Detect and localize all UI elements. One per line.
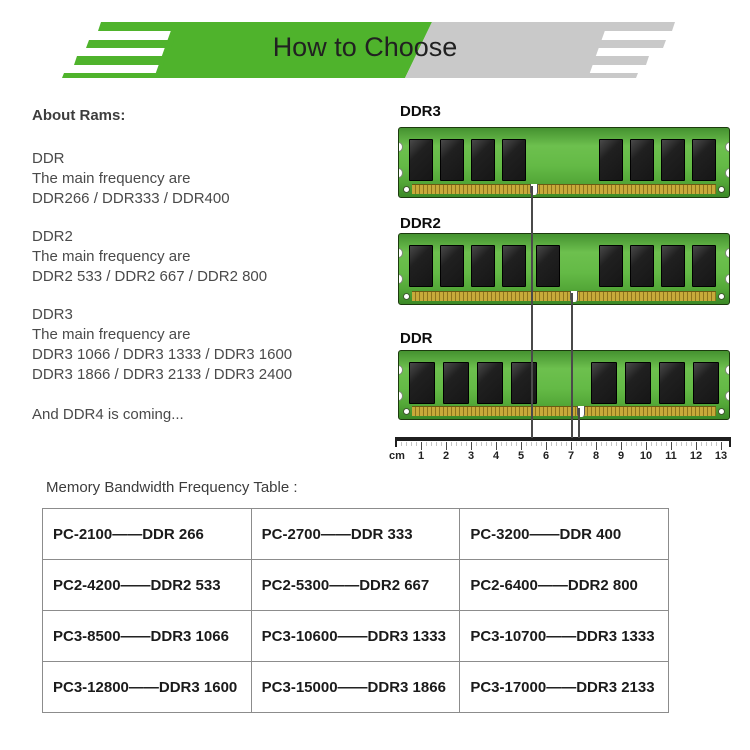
ram-section-ddr (32, 149, 372, 209)
ruler-minor-tick (686, 442, 687, 446)
ruler-tick-label: 5 (517, 450, 525, 462)
ruler-tick (446, 442, 447, 450)
table-row (43, 509, 669, 560)
ruler-tick (621, 442, 622, 450)
ruler-tick-label: 2 (442, 450, 450, 462)
about-heading: About Rams: (32, 107, 126, 124)
ruler-minor-tick (466, 442, 467, 446)
ram-stick-label-ddr2: DDR2 (400, 215, 441, 232)
memory-chip (599, 139, 623, 181)
memory-chip (477, 362, 503, 404)
ram-stick-label-ddr3: DDR3 (400, 103, 441, 120)
memory-chip (591, 362, 617, 404)
ruler-minor-tick (601, 442, 602, 446)
ruler-tick-label: 12 (689, 450, 703, 462)
ruler-tick-label: 3 (467, 450, 475, 462)
memory-chip (440, 245, 464, 287)
ruler-minor-tick (666, 442, 667, 446)
ruler-minor-tick (651, 442, 652, 446)
edge-notch (398, 274, 403, 284)
ruler-tick (471, 442, 472, 450)
ruler-bar (395, 437, 731, 441)
ram-section-frequencies: DDR3 1866 / DDR3 2133 / DDR3 2400 (32, 366, 293, 383)
banner-left-stripe (98, 22, 182, 31)
ruler-tick (646, 442, 647, 450)
ram-section-name: DDR (32, 150, 65, 167)
notch-pointer-line-ddr (578, 408, 580, 438)
ruler-minor-tick (416, 442, 417, 446)
table-cell: PC-3200——DDR 400 (460, 509, 669, 560)
ruler-tick (521, 442, 522, 450)
edge-notch (725, 391, 730, 401)
banner-right-stripe (593, 22, 675, 31)
ddr4-footnote: And DDR4 is coming... (32, 406, 184, 423)
ruler-minor-tick (706, 442, 707, 446)
gold-connector (412, 291, 716, 301)
ram-stick-ddr3 (398, 127, 730, 198)
banner-left-stripe (74, 56, 166, 65)
ruler-minor-tick (681, 442, 682, 446)
memory-chip (661, 139, 685, 181)
memory-chip (692, 139, 716, 181)
ruler-minor-tick (541, 442, 542, 446)
memory-chip (502, 245, 526, 287)
ram-stick-ddr (398, 350, 730, 420)
ruler-tick (496, 442, 497, 450)
edge-notch (725, 168, 730, 178)
about-sections (32, 149, 372, 385)
ruler-minor-tick (591, 442, 592, 446)
memory-chip (502, 139, 526, 181)
ruler-tick (596, 442, 597, 450)
ruler-unit-label: cm (389, 450, 405, 462)
memory-chip (409, 245, 433, 287)
ram-section-ddr3 (32, 305, 372, 385)
ruler-minor-tick (631, 442, 632, 446)
banner-right-stripe (576, 73, 638, 78)
ruler-minor-tick (526, 442, 527, 446)
ruler-minor-tick (501, 442, 502, 446)
ruler-tick (696, 442, 697, 450)
ruler-tick-label: 1 (417, 450, 425, 462)
table-cell: PC3-10700——DDR3 1333 (460, 611, 669, 662)
notch-pointer-line-ddr2 (571, 293, 573, 438)
ruler-tick (421, 442, 422, 450)
ruler-minor-tick (461, 442, 462, 446)
mounting-hole (718, 293, 725, 300)
ruler-minor-tick (661, 442, 662, 446)
ruler-tick-label: 6 (542, 450, 550, 462)
ruler-minor-tick (576, 442, 577, 446)
ruler-minor-tick (566, 442, 567, 446)
ruler-minor-tick (506, 442, 507, 446)
ruler-tick-label: 13 (714, 450, 728, 462)
banner-right-stripe (587, 40, 666, 48)
ruler-tick (671, 442, 672, 450)
table-title: Memory Bandwidth Frequency Table : (46, 479, 298, 496)
memory-chip (471, 245, 495, 287)
table-cell: PC3-17000——DDR3 2133 (460, 662, 669, 713)
ram-section-name: DDR2 (32, 228, 73, 245)
memory-chip (443, 362, 469, 404)
memory-chip (659, 362, 685, 404)
ruler-tick-label: 4 (492, 450, 500, 462)
memory-chip (471, 139, 495, 181)
ruler-right-end (729, 437, 731, 447)
ruler-tick (546, 442, 547, 450)
gold-connector (412, 406, 716, 416)
mounting-hole (403, 186, 410, 193)
ram-section-intro: The main frequency are (32, 326, 191, 343)
ruler-minor-tick (711, 442, 712, 446)
ruler-minor-tick (551, 442, 552, 446)
ruler-tick (571, 442, 572, 450)
edge-notch (398, 391, 403, 401)
memory-chip (625, 362, 651, 404)
ruler-minor-tick (411, 442, 412, 446)
ram-section-intro: The main frequency are (32, 170, 191, 187)
ruler-minor-tick (691, 442, 692, 446)
memory-chip (409, 362, 435, 404)
gold-connector (412, 184, 716, 194)
ruler-minor-tick (511, 442, 512, 446)
ruler-minor-tick (586, 442, 587, 446)
ruler-minor-tick (581, 442, 582, 446)
ruler-minor-tick (401, 442, 402, 446)
edge-notch (398, 365, 403, 375)
ruler-left-end (395, 437, 397, 447)
ruler-minor-tick (451, 442, 452, 446)
banner-left-stripe (62, 73, 160, 78)
mounting-hole (718, 186, 725, 193)
table-row (43, 611, 669, 662)
mounting-hole (403, 408, 410, 415)
ruler-minor-tick (561, 442, 562, 446)
ruler-minor-tick (606, 442, 607, 446)
ruler-minor-tick (676, 442, 677, 446)
edge-notch (725, 142, 730, 152)
table-cell: PC3-12800——DDR3 1600 (43, 662, 252, 713)
ruler-minor-tick (716, 442, 717, 446)
table-cell: PC2-5300——DDR2 667 (251, 560, 460, 611)
ruler-minor-tick (531, 442, 532, 446)
ruler-minor-tick (516, 442, 517, 446)
memory-chip (630, 245, 654, 287)
mounting-hole (718, 408, 725, 415)
memory-chip (630, 139, 654, 181)
ruler-minor-tick (491, 442, 492, 446)
table-cell: PC3-15000——DDR3 1866 (251, 662, 460, 713)
ruler-minor-tick (641, 442, 642, 446)
edge-notch (398, 248, 403, 258)
ram-section-name: DDR3 (32, 306, 73, 323)
ruler-minor-tick (616, 442, 617, 446)
ruler-minor-tick (486, 442, 487, 446)
banner-title: How to Choose (272, 32, 458, 62)
memory-chip (599, 245, 623, 287)
edge-notch (725, 248, 730, 258)
ruler-tick-label: 7 (567, 450, 575, 462)
edge-notch (398, 142, 403, 152)
ram-section-frequencies: DDR3 1066 / DDR3 1333 / DDR3 1600 (32, 346, 293, 363)
ram-stick-ddr2 (398, 233, 730, 305)
table-cell: PC2-4200——DDR2 533 (43, 560, 252, 611)
edge-notch (725, 365, 730, 375)
memory-chip (661, 245, 685, 287)
memory-chip (440, 139, 464, 181)
ram-section-frequencies: DDR266 / DDR333 / DDR400 (32, 190, 230, 207)
table-cell: PC3-8500——DDR3 1066 (43, 611, 252, 662)
banner-left-stripe (86, 40, 174, 48)
ram-section-frequencies: DDR2 533 / DDR2 667 / DDR2 800 (32, 268, 268, 285)
ruler-tick-label: 10 (639, 450, 653, 462)
about-rams-block (32, 106, 372, 440)
table-row (43, 662, 669, 713)
ruler-minor-tick (436, 442, 437, 446)
ruler-tick-label: 8 (592, 450, 600, 462)
memory-chip (692, 245, 716, 287)
ruler-minor-tick (456, 442, 457, 446)
ruler-minor-tick (406, 442, 407, 446)
table-cell: PC-2100——DDR 266 (43, 509, 252, 560)
mounting-hole (403, 293, 410, 300)
table-cell: PC-2700——DDR 333 (251, 509, 460, 560)
ram-section-intro: The main frequency are (32, 248, 191, 265)
ruler-minor-tick (431, 442, 432, 446)
ruler-minor-tick (636, 442, 637, 446)
ruler-minor-tick (536, 442, 537, 446)
edge-notch (398, 168, 403, 178)
ruler-minor-tick (626, 442, 627, 446)
frequency-table (42, 508, 669, 713)
ruler-minor-tick (611, 442, 612, 446)
memory-chip (693, 362, 719, 404)
ruler-minor-tick (476, 442, 477, 446)
ruler-minor-tick (701, 442, 702, 446)
notch-pointer-line-ddr3 (531, 186, 533, 438)
table-cell: PC3-10600——DDR3 1333 (251, 611, 460, 662)
ruler-minor-tick (426, 442, 427, 446)
ruler-minor-tick (556, 442, 557, 446)
edge-notch (725, 274, 730, 284)
ruler-tick-label: 9 (617, 450, 625, 462)
ruler-minor-tick (656, 442, 657, 446)
banner-right-stripe (581, 56, 649, 65)
table-cell: PC2-6400——DDR2 800 (460, 560, 669, 611)
memory-chip (536, 245, 560, 287)
table-row (43, 560, 669, 611)
ruler-tick-label: 11 (665, 450, 677, 462)
ram-stick-label-ddr: DDR (400, 330, 433, 347)
ruler-minor-tick (441, 442, 442, 446)
ruler-tick (721, 442, 722, 450)
ram-section-ddr2 (32, 227, 372, 287)
ruler-minor-tick (481, 442, 482, 446)
memory-chip (409, 139, 433, 181)
